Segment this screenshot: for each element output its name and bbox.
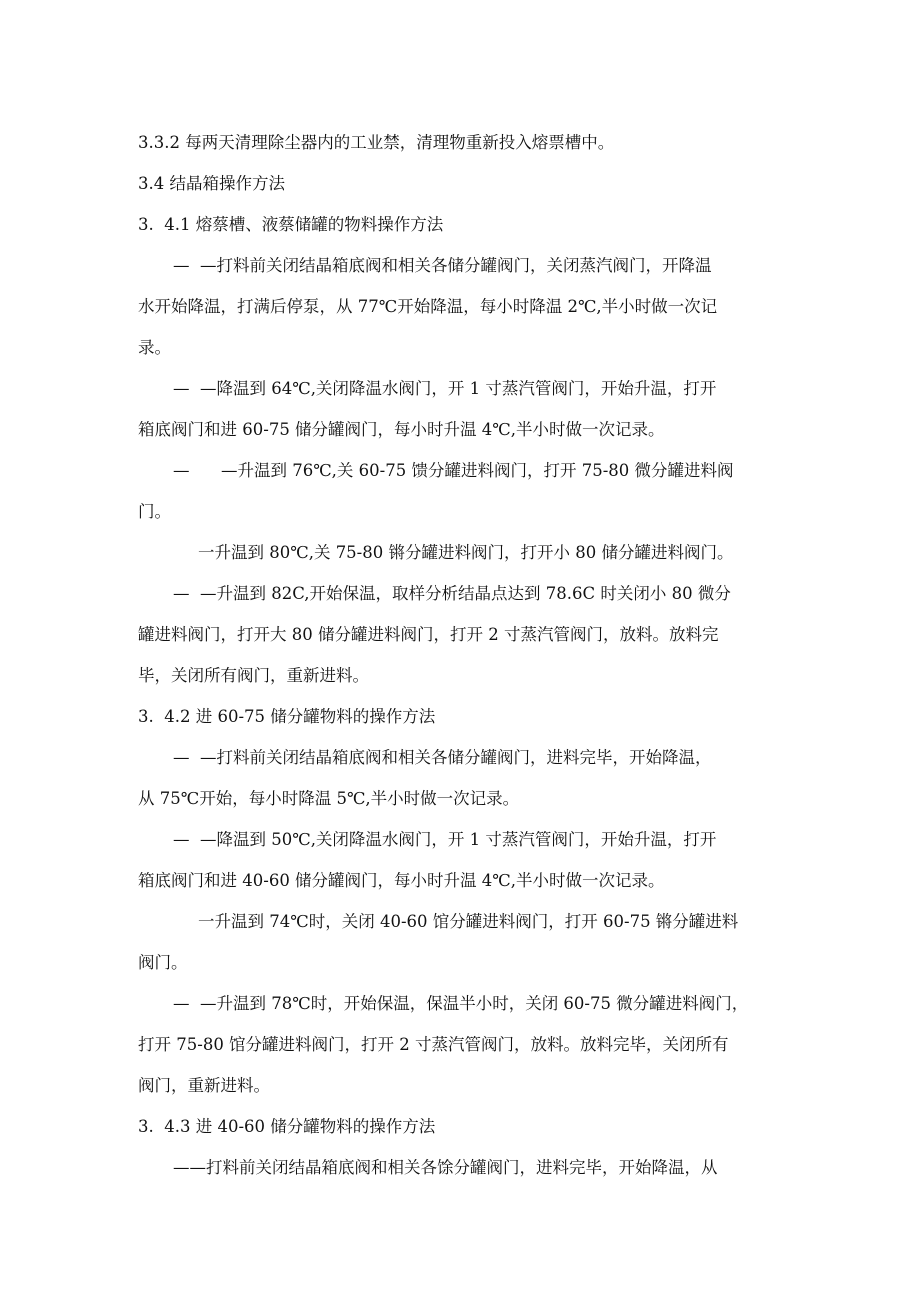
paragraph-line: 水开始降温，打满后停泵，从 77℃开始降温，每小时降温 2℃,半小时做一次记 — [138, 297, 718, 316]
paragraph-line: 箱底阀门和进 40-60 储分罐阀门，每小时升温 4℃,半小时做一次记录。 — [138, 871, 665, 890]
paragraph-line: 打开 75-80 馆分罐进料阀门，打开 2 寸蒸汽管阀门，放料。放料完毕，关闭所有 — [138, 1035, 729, 1054]
paragraph-line: 一升温到 74℃时，关闭 40-60 馆分罐进料阀门，打开 60-75 锵分罐进料 — [198, 912, 739, 931]
paragraph-line: 从 75℃开始，每小时降温 5℃,半小时做一次记录。 — [138, 789, 520, 808]
subsection-heading: 3. 4.3 进 40-60 储分罐物料的操作方法 — [138, 1117, 436, 1136]
paragraph-line: — —降温到 64℃,关闭降温水阀门，开 1 寸蒸汽管阀门，开始升温，打开 — [173, 379, 717, 398]
paragraph-line: ——打料前关闭结晶箱底阀和相关各馀分罐阀门，进料完毕，开始降温，从 — [173, 1158, 718, 1177]
paragraph-line: 录。 — [138, 338, 171, 357]
paragraph-line: — —打料前关闭结晶箱底阀和相关各储分罐阀门，关闭蒸汽阀门，开降温 — [173, 256, 712, 275]
paragraph-line: — —升温到 76℃,关 60-75 馈分罐进料阀门，打开 75-80 微分罐进料阀 — [173, 461, 734, 480]
paragraph-line: — —打料前关闭结晶箱底阀和相关各储分罐阀门，进料完毕，开始降温， — [173, 748, 712, 767]
paragraph-line: 毕，关闭所有阀门，重新进料。 — [138, 666, 369, 685]
paragraph-line: 阀门。 — [138, 953, 188, 972]
paragraph-line: — —升温到 82C,开始保温，取样分析结晶点达到 78.6C 时关闭小 80 微分 — [173, 584, 731, 603]
section-heading: 3.4 结晶箱操作方法 — [138, 174, 285, 193]
subsection-heading: 3. 4.1 熔蔡槽、液蔡储罐的物料操作方法 — [138, 215, 444, 234]
paragraph-line: 门。 — [138, 502, 171, 521]
paragraph-line: 箱底阀门和进 60-75 储分罐阀门，每小时升温 4℃,半小时做一次记录。 — [138, 420, 665, 439]
paragraph-line: — —升温到 78℃时，开始保温，保温半小时，关闭 60-75 微分罐进料阀门， — [173, 994, 749, 1013]
paragraph-line: 阀门，重新进料。 — [138, 1076, 270, 1095]
paragraph-line: 3.3.2 每两天清理除尘器内的工业禁，清理物重新投入熔票槽中。 — [138, 133, 615, 152]
subsection-heading: 3. 4.2 进 60-75 储分罐物料的操作方法 — [138, 707, 436, 726]
paragraph-line: 一升温到 80℃,关 75-80 锵分罐进料阀门，打开小 80 储分罐进料阀门。 — [198, 543, 734, 562]
paragraph-line: 罐进料阀门，打开大 80 储分罐进料阀门，打开 2 寸蒸汽管阀门，放料。放料完 — [138, 625, 719, 644]
paragraph-line: — —降温到 50℃,关闭降温水阀门，开 1 寸蒸汽管阀门，开始升温，打开 — [173, 830, 717, 849]
